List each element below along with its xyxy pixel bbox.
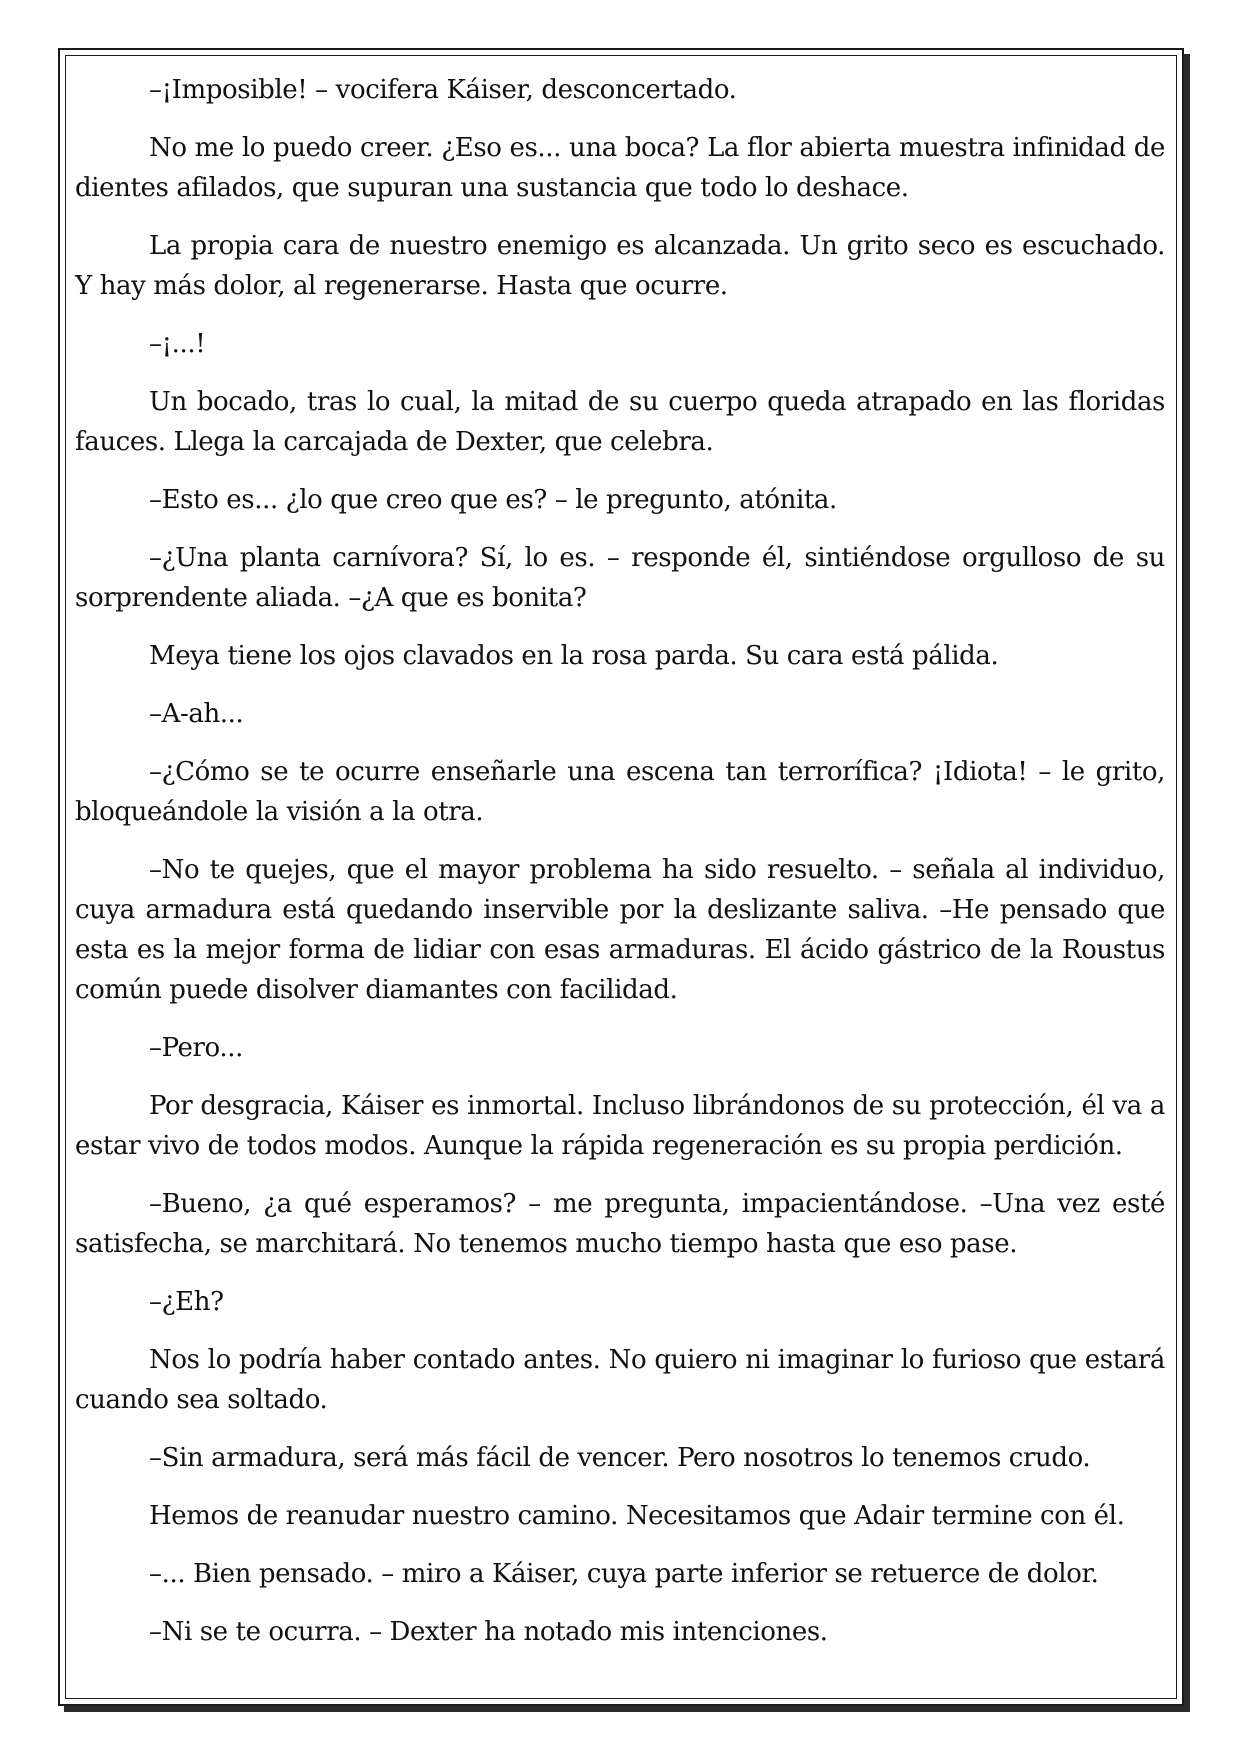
paragraph: No me lo puedo creer. ¿Eso es... una boca? La flor abierta muestra infinidad de dientes afilados, que supuran una sustancia que todo lo deshace. (75, 133, 1165, 203)
paragraph: –Bueno, ¿a qué esperamos? – me pregunta, impacientándose. –Una vez esté satisfecha, se marchitará. No tenemos mucho tiempo hasta que eso pase. (75, 1189, 1165, 1259)
paragraph: –A-ah... (149, 699, 244, 729)
paragraph: Hemos de reanudar nuestro camino. Necesitamos que Adair termine con él. (149, 1501, 1125, 1531)
paragraph: –Sin armadura, será más fácil de vencer. Pero nosotros lo tenemos crudo. (149, 1443, 1091, 1473)
paragraph: –¿Eh? (149, 1287, 224, 1317)
paragraph: Un bocado, tras lo cual, la mitad de su cuerpo queda atrapado en las floridas fauces. Llega la carcajada de Dexter, que celebra. (75, 387, 1165, 457)
paragraph: –¿Una planta carnívora? Sí, lo es. – responde él, sintiéndose orgulloso de su sorprendente aliada. –¿A que es bonita? (75, 543, 1165, 613)
paragraph: Por desgracia, Káiser es inmortal. Incluso librándonos de su protección, él va a estar vivo de todos modos. Aunque la rápida regeneración es su propia perdición. (75, 1091, 1165, 1161)
paragraph: –¡Imposible! – vocifera Káiser, desconcertado. (149, 75, 737, 105)
document-body (75, 70, 1165, 1670)
paragraph: Meya tiene los ojos clavados en la rosa parda. Su cara está pálida. (149, 641, 999, 671)
paragraph: –... Bien pensado. – miro a Káiser, cuya parte inferior se retuerce de dolor. (149, 1559, 1099, 1589)
paragraph: –¿Cómo se te ocurre enseñarle una escena tan terrorífica? ¡Idiota! – le grito, bloqueándole la visión a la otra. (75, 757, 1165, 827)
paragraph: –Esto es... ¿lo que creo que es? – le pregunto, atónita. (149, 485, 837, 515)
paragraph: –Pero... (149, 1033, 243, 1063)
paragraph: –No te quejes, que el mayor problema ha sido resuelto. – señala al individuo, cuya armadura está quedando inservible por la deslizante saliva. –He pensado que esta es la mejor forma de lidiar con esas armaduras. El ácido gástrico de la Roustus común puede disolver diamantes con facilidad. (75, 855, 1165, 1005)
paragraph: La propia cara de nuestro enemigo es alcanzada. Un grito seco es escuchado. Y hay más dolor, al regenerarse. Hasta que ocurre. (75, 231, 1165, 301)
paragraph: –Ni se te ocurra. – Dexter ha notado mis intenciones. (149, 1617, 828, 1647)
paragraph: Nos lo podría haber contado antes. No quiero ni imaginar lo furioso que estará cuando sea soltado. (75, 1345, 1165, 1415)
paragraph: –¡...! (149, 329, 206, 359)
